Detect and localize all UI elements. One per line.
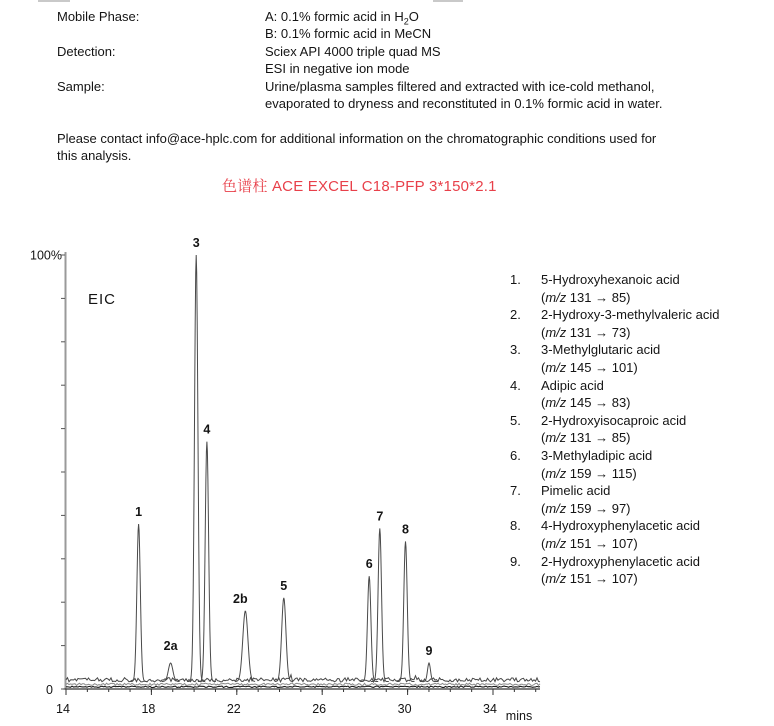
legend-item-number: 9. bbox=[510, 553, 521, 569]
legend-item-number: 1. bbox=[510, 272, 521, 287]
compound-name: 2-Hydroxyphenylacetic acid bbox=[541, 553, 700, 569]
legend-item-6 bbox=[510, 447, 719, 482]
legend-item-body bbox=[541, 447, 652, 482]
paren-open: ( bbox=[541, 535, 546, 551]
peak-label-2b: 2b bbox=[233, 591, 248, 606]
mz-values: 159 → 115) bbox=[569, 465, 637, 481]
legend-item-9 bbox=[510, 553, 719, 588]
cropped-edge-segment bbox=[433, 0, 463, 2]
mz-transition bbox=[541, 535, 700, 553]
legend-item-2 bbox=[510, 306, 719, 341]
legend-item-number: 7. bbox=[510, 483, 521, 499]
compound-name: 5-Hydroxyhexanoic acid bbox=[541, 272, 680, 287]
legend-item-7 bbox=[510, 482, 719, 517]
noisy-baseline-trace bbox=[66, 675, 540, 682]
legend-item-number: 4. bbox=[510, 377, 521, 393]
peak-trace-9 bbox=[420, 663, 438, 682]
y-axis-label-top: 100% bbox=[30, 248, 62, 263]
mz-transition bbox=[541, 500, 631, 518]
peak-trace-6 bbox=[360, 576, 378, 681]
paren-open: ( bbox=[541, 571, 546, 587]
mz-values: 145 → 101) bbox=[569, 359, 638, 375]
legend-item-number: 8. bbox=[510, 518, 521, 534]
row-label: Mobile Phase: bbox=[57, 9, 140, 24]
value-text: A: 0.1% formic acid in H bbox=[265, 9, 404, 24]
peak-trace-2a bbox=[162, 663, 180, 682]
legend-item-body bbox=[541, 271, 680, 306]
mz-values: 131 → 73) bbox=[569, 324, 631, 340]
mz-values: 151 → 107) bbox=[569, 535, 638, 551]
mz-italic-label: m/z bbox=[545, 465, 567, 481]
mz-italic-label: m/z bbox=[545, 571, 567, 587]
table-row bbox=[57, 25, 662, 42]
column-heading: 色谱柱 ACE EXCEL C18-PFP 3*150*2.1 bbox=[222, 178, 497, 195]
table-row bbox=[57, 43, 662, 60]
paren-open: ( bbox=[541, 359, 546, 375]
compound-name: Adipic acid bbox=[541, 377, 604, 393]
row-label bbox=[57, 95, 265, 112]
peak-label-9: 9 bbox=[425, 643, 433, 658]
peak-trace-5 bbox=[275, 598, 293, 682]
cropped-edge-segment bbox=[38, 0, 70, 2]
x-tick-label: 22 bbox=[226, 702, 241, 716]
peak-legend bbox=[510, 271, 719, 588]
legend-item-number: 6. bbox=[510, 447, 521, 463]
peak-trace-3 bbox=[187, 255, 205, 682]
mz-italic-label: m/z bbox=[545, 289, 567, 305]
mz-values: 145 → 83) bbox=[569, 395, 631, 411]
legend-item-number: 5. bbox=[510, 412, 521, 428]
table-row bbox=[57, 60, 662, 77]
legend-item-number: 3. bbox=[510, 342, 521, 358]
mz-italic-label: m/z bbox=[545, 535, 567, 551]
compound-name: 2-Hydroxyisocaproic acid bbox=[541, 412, 687, 428]
mz-transition bbox=[541, 359, 660, 377]
mz-transition bbox=[541, 394, 631, 412]
legend-item-4 bbox=[510, 377, 719, 412]
legend-item-body bbox=[541, 341, 660, 376]
peak-trace-4 bbox=[198, 442, 216, 682]
row-label bbox=[57, 25, 265, 42]
legend-item-3 bbox=[510, 341, 719, 376]
peak-label-8: 8 bbox=[401, 522, 409, 537]
contact-note bbox=[57, 130, 757, 165]
mz-transition bbox=[541, 465, 652, 483]
peak-trace-2b bbox=[235, 611, 255, 681]
legend-item-number: 2. bbox=[510, 307, 521, 323]
peak-label-5: 5 bbox=[280, 578, 288, 593]
peak-label-7: 7 bbox=[376, 509, 384, 524]
mz-italic-label: m/z bbox=[545, 500, 567, 516]
compound-name: 3-Methyladipic acid bbox=[541, 447, 653, 463]
x-tick-label: 18 bbox=[141, 702, 156, 716]
mz-values: 131 → 85) bbox=[569, 289, 631, 305]
legend-item-1 bbox=[510, 271, 719, 306]
contact-line: Please contact info@ace-hplc.com for additional information on the chromatographic conditions used for bbox=[57, 131, 657, 146]
mz-italic-label: m/z bbox=[545, 324, 567, 340]
peak-label-1: 1 bbox=[135, 505, 143, 520]
mz-values: 159 → 97) bbox=[569, 500, 631, 516]
mz-values: 131 → 85) bbox=[569, 430, 631, 446]
row-label: Detection: bbox=[57, 43, 116, 59]
peak-trace-8 bbox=[397, 541, 415, 681]
legend-item-body bbox=[541, 482, 631, 517]
contact-line: this analysis. bbox=[57, 148, 132, 164]
peak-label-6: 6 bbox=[365, 557, 373, 572]
legend-item-body bbox=[541, 377, 631, 412]
x-tick-label: 34 bbox=[483, 702, 497, 716]
flat-trace-gray bbox=[66, 683, 540, 685]
subscript: 2 bbox=[403, 16, 409, 27]
legend-item-body bbox=[541, 412, 686, 447]
compound-name: 2-Hydroxy-3-methylvaleric acid bbox=[541, 307, 720, 323]
paren-open: ( bbox=[541, 430, 546, 446]
legend-item-8 bbox=[510, 517, 719, 552]
paren-open: ( bbox=[541, 500, 546, 516]
compound-name: Pimelic acid bbox=[541, 483, 611, 499]
x-tick-label: 26 bbox=[312, 702, 327, 716]
x-axis-unit-label: mins bbox=[505, 709, 533, 723]
paren-open: ( bbox=[541, 324, 546, 340]
paren-open: ( bbox=[541, 465, 546, 481]
compound-name: 3-Methylglutaric acid bbox=[541, 342, 661, 358]
legend-item-body bbox=[541, 553, 700, 588]
peak-trace-1 bbox=[130, 524, 148, 681]
peak-label-2a: 2a bbox=[163, 638, 178, 653]
mz-transition bbox=[541, 429, 686, 447]
table-row bbox=[57, 95, 662, 112]
mz-italic-label: m/z bbox=[545, 359, 567, 375]
peak-trace-7 bbox=[371, 528, 389, 681]
x-tick-label: 30 bbox=[397, 702, 412, 716]
table-row bbox=[57, 8, 662, 25]
mz-values: 151 → 107) bbox=[569, 571, 638, 587]
value-text: O bbox=[408, 9, 419, 24]
paren-open: ( bbox=[541, 395, 546, 411]
mz-italic-label: m/z bbox=[545, 430, 567, 446]
table-row bbox=[57, 78, 662, 95]
row-value: B: 0.1% formic acid in MeCN bbox=[265, 26, 432, 42]
peak-label-4: 4 bbox=[203, 422, 211, 437]
cropped-table-edge bbox=[0, 0, 774, 2]
legend-item-body bbox=[541, 306, 719, 341]
row-value: evaporated to dryness and reconstituted in 0.1% formic acid in water. bbox=[265, 96, 663, 112]
y-axis-label-bottom: 0 bbox=[46, 683, 53, 697]
peak-label-3: 3 bbox=[192, 236, 200, 250]
conditions-table bbox=[57, 8, 662, 112]
compound-name: 4-Hydroxyphenylacetic acid bbox=[541, 518, 700, 534]
paren-open: ( bbox=[541, 289, 546, 305]
row-value: ESI in negative ion mode bbox=[265, 61, 410, 77]
x-tick-label: 14 bbox=[56, 702, 70, 716]
row-value bbox=[265, 8, 419, 25]
legend-item-body bbox=[541, 517, 700, 552]
row-value: Urine/plasma samples filtered and extracted with ice-cold methanol, bbox=[265, 78, 655, 94]
legend-item-5 bbox=[510, 412, 719, 447]
mz-transition bbox=[541, 570, 700, 588]
row-label bbox=[57, 60, 265, 77]
flat-trace-dark bbox=[66, 686, 540, 687]
row-label: Sample: bbox=[57, 78, 105, 94]
row-value: Sciex API 4000 triple quad MS bbox=[265, 43, 441, 59]
eic-label: EIC bbox=[88, 291, 117, 308]
mz-transition bbox=[541, 324, 719, 342]
mz-italic-label: m/z bbox=[545, 395, 567, 411]
mz-transition bbox=[541, 289, 680, 307]
